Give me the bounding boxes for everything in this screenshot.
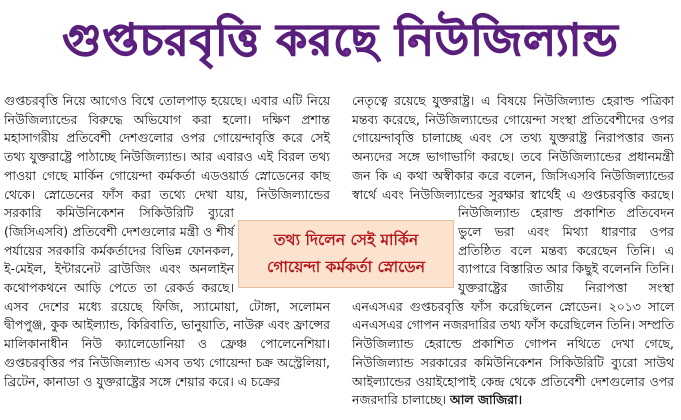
source-credit: আল জাজিরা।: [449, 392, 523, 408]
headline-text: গুপ্তচরবৃত্তি করছে নিউজিল্যান্ড: [62, 14, 619, 66]
article-left-text: গুপ্তচরবৃত্তি নিয়ে আগেও বিশ্বে তোলপাড় হয়েছে। এবার এটি নিয়ে নিউজিল্যান্ডের বিরুদ্ধে অভিযোগ করা হলো। দক্ষিণ প্রশান্ত মহাসাগরীয় প্রতিবেশী দেশগুলোর ওপর গোয়েন্দাবৃত্তি করে সেই তথ্য যুক্তরাষ্ট্রে পাঠাচ্ছে নিউজিল্যান্ড। আর এবারও এই বিরল তথ্য পাওয়া গেছে মার্কিন গোয়েন্দা কর্মকর্তা এডওয়ার্ড স্নোডেনের কাছ থেকে। স্নোডেনের ফাঁস করা তথ্যে দেখা যায়, নিউজিল্যান্ডের সরকারি কমিউনিকেশন সিকিউরিটি ব্যুরো (জিসিএসবি) প্রতিবেশী দেশগুলোর মন্ত্রী ও শীর্ষ পর্যায়ের সরকারি কর্মকর্তাদের বিভিন্ন ফোনকল, ই-মেইল, ইন্টারনেট ব্রাউজিং এবং অনলাইন কথোপকথনে আড়ি পেতে তা রেকর্ড করছে। এসব দেশের মধ্যে রয়েছে ফিজি, স্যামোয়া, টোঙ্গা, সলোমন দ্বীপপুঞ্জ, কুক আইল্যান্ড, কিরিবাতি, ভানুয়াতি, নাউরু এবং ফ্রান্সের মালিকানাধীন নিউ ক্যালেডোনিয়া ও ফ্রেঞ্চ পোলেনেশিয়া। গুপ্তচরবৃত্তির পর নিউজিল্যান্ড এসব তথ্য গোয়েন্দা চক্র অস্ট্রেলিয়া, ব্রিটেন, কানাডা ও যুক্তরাষ্ট্রের সঙ্গে শেয়ার করে। এ চক্রের: [4, 93, 330, 389]
headline: [0, 0, 681, 86]
pull-quote-box: [238, 220, 454, 288]
article-right-text: নেতৃত্বে রয়েছে যুক্তরাষ্ট্র। এ বিষয়ে নিউজিল্যান্ড হেরাল্ড পত্রিকা মন্তব্য করেছে, নিউজিল্যান্ডের গোয়েন্দা সংস্থা প্রতিবেশীদের ওপর গোয়েন্দাবৃত্তি চালাচ্ছে এবং সে তথ্য যুক্তরাষ্ট্র নিরাপত্তার জন্য অন্যদের সঙ্গে ভাগাভাগি করছে। তবে নিউজিল্যান্ডের প্রধানমন্ত্রী জন কি এ কথা অস্বীকার করে বলেন, জিসিএসবি নিউজিল্যান্ডের স্বার্থে এবং নিউজিল্যান্ডের সুরক্ষার স্বার্থেই এ গুপ্তচরবৃত্তি করছে। নিউজিল্যান্ড হেরাল্ড প্রকাশিত প্রতিবেদন ভুলে ভরা এবং মিথ্যা ধারণার ওপর প্রতিষ্ঠিত বলে মন্তব্য করেছেন তিনি। এ ব্যাপারে বিস্তারিত আর কিছুই বলেননি তিনি। যুক্তরাষ্ট্রের জাতীয় নিরাপত্তা সংস্থা এনএসএর গুপ্তচরবৃত্তি ফাঁস করেছিলেন স্নোডেন। ২০১৩ সালে এনএসএর গোপন নজরদারির তথ্য ফাঁস করেছিলেন তিনি। সম্প্রতি নিউজিল্যান্ড হেরাল্ডে প্রকাশিত গোপন নথিতে দেখা গেছে, নিউজিল্যান্ড সরকারের কমিউনিকেশন সিকিউরিটি ব্যুরো সাউথ আইল্যান্ডের ওয়াইহোপাই কেন্দ্র থেকে প্রতিবেশী দেশগুলোর ওপর নজরদারি চালাচ্ছে।: [352, 93, 674, 408]
pull-quote-line-1: তথ্য দিলেন সেই মার্কিন: [273, 231, 419, 249]
pull-quote-line-2: গোয়েন্দা কর্মকর্তা স্নোডেন: [267, 258, 425, 276]
